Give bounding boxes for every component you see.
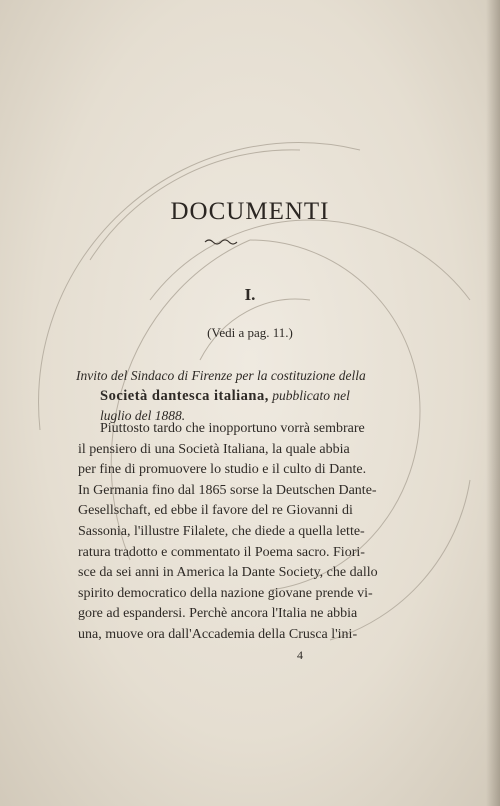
body-line: una, muove ora dall'Accademia della Crusca l'ini- (78, 626, 358, 642)
body-line: spirito democratico della nazione giovane prende vi- (78, 585, 373, 601)
body-line: ratura tradotto e commentato il Poema sacro. Fiori- (78, 544, 365, 560)
body-line: gore ad espandersi. Perchè ancora l'Italia ne abbia (78, 606, 358, 622)
document-heading (76, 366, 416, 426)
heading-line-2-rest: pubblicato nel (268, 388, 350, 403)
heading-line-2 (76, 386, 416, 406)
heading-bold-name: Società dantesca italiana, (100, 388, 269, 404)
body-line: Sassonia, l'illustre Filalete, che diede a quella lette- (78, 523, 365, 539)
body-line: In Germania fino dal 1865 sorse la Deutschen Dante- (78, 482, 377, 498)
body-line: per fine di promuovere lo studio e il culto di Dante. (78, 462, 367, 478)
body-text (78, 419, 408, 646)
page-reference: (Vedi a pag. 11.) (207, 325, 293, 340)
body-line: il pensiero di una Società Italiana, la quale abbia (78, 441, 350, 457)
heading-line-1: Invito del Sindaco di Firenze per la costituzione della (76, 368, 366, 383)
body-line: sce da sei anni in America la Dante Society, che dallo (78, 565, 378, 581)
page-number: 4 (297, 648, 303, 662)
section-numeral: I. (244, 285, 256, 304)
flourish-ornament (203, 236, 239, 248)
body-line: Piuttosto tardo che inopportuno vorrà sembrare (100, 421, 365, 436)
body-line: Gesellschaft, ed ebbe il favore del re Giovanni di (78, 503, 353, 519)
page-title: DOCUMENTI (170, 198, 330, 225)
heading-line-3: luglio del 1888. (100, 408, 186, 423)
page-edge-shadow (486, 0, 500, 806)
